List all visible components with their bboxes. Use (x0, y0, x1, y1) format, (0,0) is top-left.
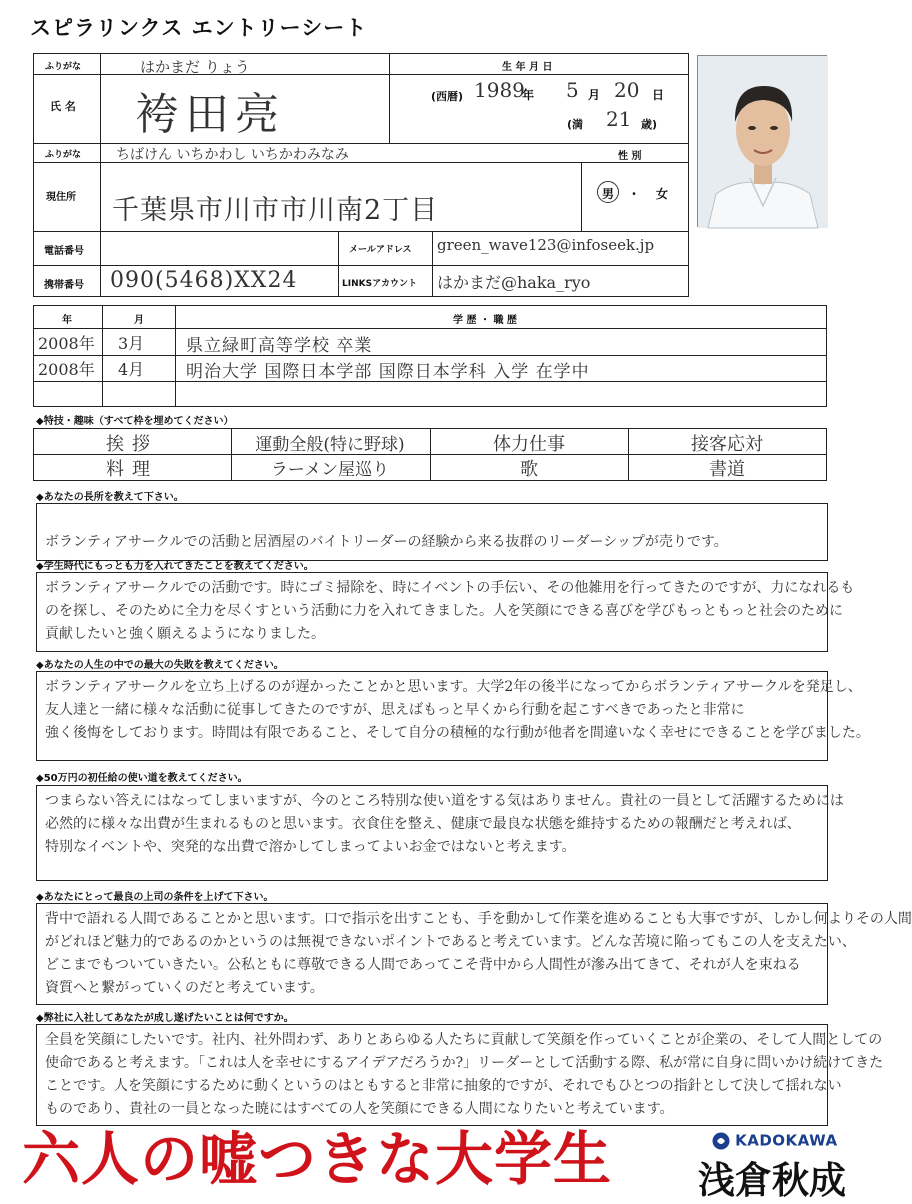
ideal-boss-line-3: どこまでもついていきたい。公私ともに尊敬できる人間であってこそ背中から人間性が滲み出てきて、それが人を束ねる (45, 957, 801, 973)
publisher-logo (712, 1130, 838, 1150)
name-value: 袴田亮 (135, 89, 285, 140)
strengths-answer (36, 503, 828, 561)
salary-heading: ◆50万円の初任給の使い道を教えてください。 (36, 773, 248, 784)
links-label: LINKSアカウント (342, 279, 417, 289)
mobile-label: 携帯番号 (44, 280, 84, 291)
student-life-answer (36, 572, 855, 652)
ideal-boss-answer (36, 903, 912, 1005)
email-label: メールアドレス (349, 245, 412, 255)
gender-male: 男 (602, 187, 615, 201)
history-row-2-month: 4月 (118, 360, 145, 379)
history-row-1-month: 3月 (118, 334, 145, 353)
age-prefix: (満 (567, 118, 584, 131)
skill-1: 挨拶 (106, 434, 158, 455)
strengths-heading: ◆あなたの長所を教えて下さい。 (36, 492, 184, 503)
goals-line-1: 全員を笑顔にしたいです。社内、社外問わず、ありとあらゆる人たちに貢献して笑顔を作っていくことが企業の、そして人間としての (45, 1032, 883, 1048)
mobile-value: 090(5468)XX24 (110, 268, 298, 293)
salary-line-3: 特別なイベントや、突発的な出費で溶かしてしまってよいお金ではないと考えます。 (45, 839, 576, 855)
failure-line-2: 友人達と一緒に様々な活動に従事してきたのですが、思えばもっと早くから行動を起こすべきであったと非常に (45, 702, 745, 718)
history-year-header: 年 (62, 315, 72, 326)
history-row-1-year: 2008年 (38, 334, 95, 353)
address-value: 千葉県市川市市川南2丁目 (112, 195, 439, 226)
birth-year-value: 1989 (474, 78, 525, 102)
book-title: 六人の嘘つきな大学生 (22, 1125, 613, 1193)
portrait-image (698, 56, 828, 228)
ideal-boss-line-4: 資質へと繋がっていくのだと考えています。 (45, 980, 324, 996)
ideal-boss-heading: ◆あなたにとって最良の上司の条件を上げて下さい。 (36, 892, 274, 903)
failure-answer (36, 671, 870, 761)
hobby-1: 料理 (106, 459, 158, 480)
dob-label: 生 年 月 日 (502, 62, 553, 73)
student-life-line-2: のを探し、そのために全力を尽くすという活動に力を入れてきました。人を笑顔にできる喜びを学びもっともっと社会のために (45, 603, 843, 619)
salary-answer (36, 785, 844, 881)
furigana2-label: ふりがな (45, 150, 82, 160)
email-value: green_wave123@infoseek.jp (437, 236, 655, 254)
year-unit: 年 (522, 88, 535, 102)
applicant-photo (697, 55, 827, 227)
publisher-name: KADOKAWA (735, 1131, 838, 1150)
links-value: はかまだ@haka_ryo (437, 273, 591, 292)
strengths-line-2: ボランティアサークルでの活動と居酒屋のバイトリーダーの経験から来る抜群のリーダーシップが売りです。 (45, 534, 728, 550)
birth-day-value: 20 (614, 78, 640, 102)
seireki-label: (西暦) (431, 90, 464, 103)
student-life-line-3: 貢献したいと強く願えるようになりました。 (45, 626, 325, 642)
goals-line-4: ものであり、貴社の一員となった暁にはすべての人を笑顔にできる人間になりたいと考えています。 (45, 1101, 674, 1117)
author-name: 浅倉秋成 (698, 1159, 846, 1202)
address-label: 現住所 (46, 192, 76, 203)
gender-dot: ・ (628, 187, 641, 201)
day-unit: 日 (652, 88, 665, 102)
salary-line-2: 必然的に様々な出費が生まれるものと思います。衣食住を整え、健康で最良な状態を維持するための報酬だと考えれば、 (45, 816, 801, 832)
skill-2: 運動全般(特に野球) (255, 435, 405, 455)
ideal-boss-line-1: 背中で語れる人間であることかと思います。口で指示を出すことも、手を動かして作業を進めることも大事ですが、しかし何よりその人間 (45, 911, 912, 927)
hobby-2: ラーメン屋巡り (270, 460, 390, 480)
skill-3: 体力仕事 (493, 434, 565, 455)
history-row-2-text: 明治大学 国際日本学部 国際日本学科 入学 在学中 (186, 362, 590, 382)
goals-answer (36, 1024, 884, 1126)
failure-line-1: ボランティアサークルを立ち上げるのが遅かったことかと思います。大学2年の後半になってからボランティアサークルを発足し、 (45, 679, 862, 695)
birth-month-value: 5 (566, 78, 579, 102)
phone-label: 電話番号 (44, 246, 84, 257)
goals-line-3: ことです。人を笑顔にするために動くというのはともすると非常に抽象的ですが、それでもひとつの指針として決して揺れない (45, 1078, 842, 1094)
failure-heading: ◆あなたの人生の中での最大の失敗を教えてください。 (36, 660, 284, 671)
hobby-3: 歌 (520, 459, 538, 480)
age-value: 21 (606, 107, 632, 131)
furigana-label: ふりがな (45, 62, 82, 72)
goals-line-2: 使命であると考えます。「これは人を幸せにするアイデアだろうか?」リーダーとして活動する際、私が常に自身に問いかけ続けてきた (45, 1055, 884, 1071)
gender-female: 女 (656, 187, 669, 201)
student-life-line-1: ボランティアサークルでの活動です。時にゴミ掃除を、時にイベントの手伝い、その他雑用を行ってきたのですが、力になれるも (45, 580, 855, 596)
gender-label: 性 別 (618, 151, 642, 162)
skill-4: 接客応対 (691, 434, 763, 455)
history-month-header: 月 (134, 315, 144, 326)
student-life-heading: ◆学生時代にもっとも力を入れてきたことを教えてください。 (36, 561, 314, 572)
salary-line-1: つまらない答えにはなってしまいますが、今のところ特別な使い道をする気はありません。貴社の一員として活躍するためには (45, 793, 844, 809)
publisher-mark-icon (712, 1132, 730, 1150)
hobby-4: 書道 (709, 459, 745, 480)
strengths-line-1 (45, 508, 819, 531)
name-label: 氏 名 (50, 100, 76, 113)
age-suffix: 歳) (641, 118, 658, 131)
month-unit: 月 (588, 88, 601, 102)
history-title-header: 学 歴 ・ 職 歴 (453, 315, 517, 326)
name-furigana-value: はかまだ りょう (140, 58, 250, 76)
history-table (33, 305, 827, 407)
ideal-boss-line-2: がどれほど魅力的であるのかというのは無視できないポイントであると考えています。どんな苦境に陥ってもこの人を支えたい、 (45, 934, 856, 950)
history-row-1-text: 県立緑町高等学校 卒業 (186, 336, 373, 356)
skills-heading: ◆特技・趣味（すべて枠を埋めてください） (36, 416, 234, 427)
goals-heading: ◆弊社に入社してあなたが成し遂げたいことは何ですか。 (36, 1013, 294, 1024)
address-furigana-value: ちばけん いちかわし いちかわみなみ (116, 147, 349, 163)
sheet-title: スピラリンクス エントリーシート (30, 16, 368, 40)
failure-line-3: 強く後悔をしております。時間は有限であること、そして自分の積極的な行動が他者を間違いなく幸せにできることを学びました。 (45, 725, 870, 741)
history-row-2-year: 2008年 (38, 360, 95, 379)
